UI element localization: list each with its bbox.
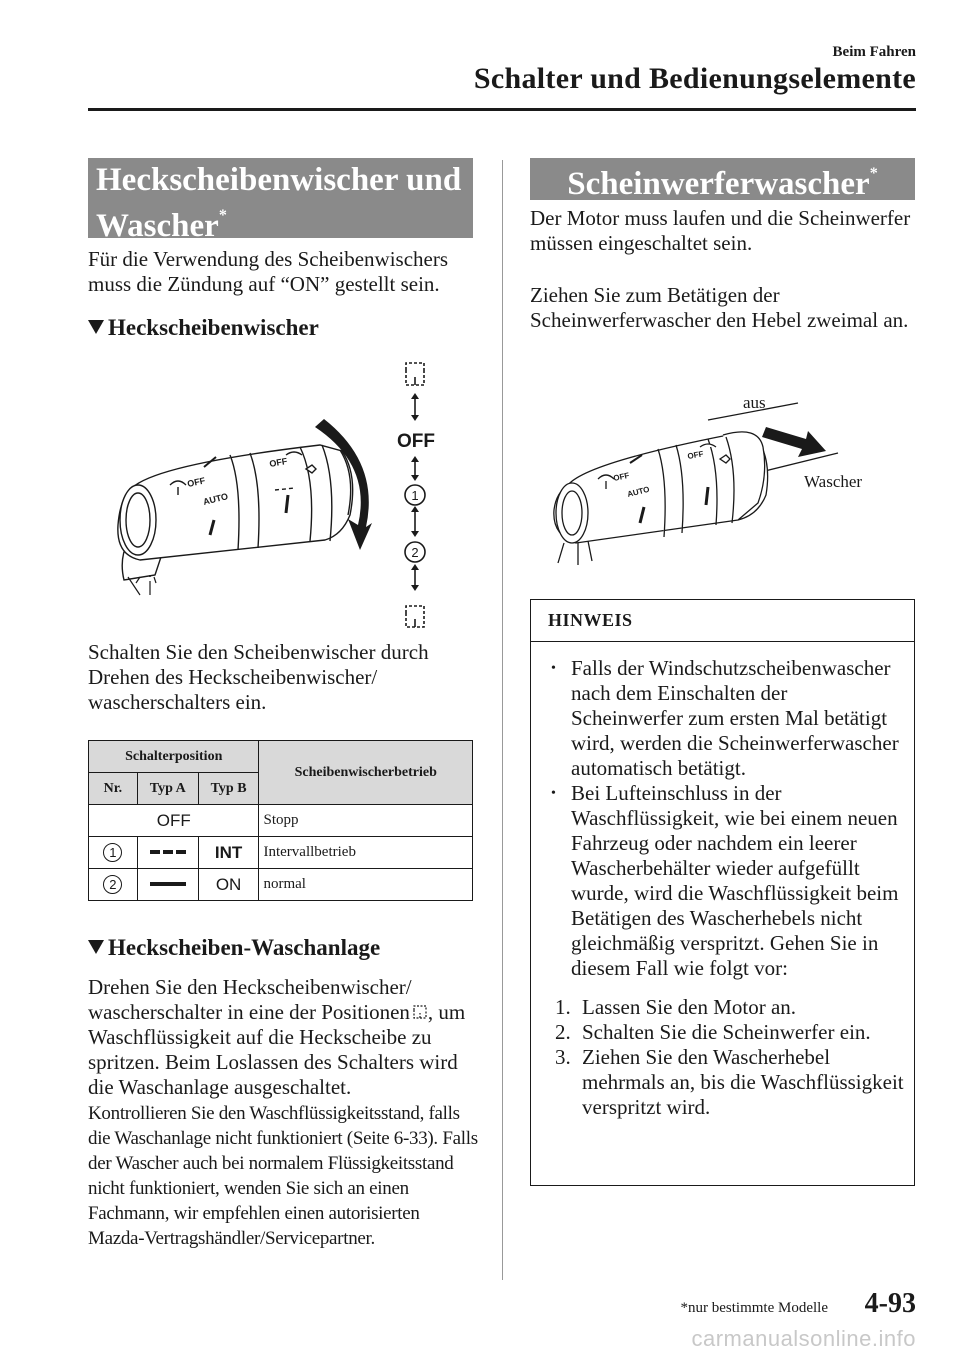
hinweis-step-2: 2. Schalten Sie die Scheinwerfer ein. (576, 1020, 904, 1045)
watermark: carmanualsonline.info (691, 1326, 916, 1351)
table-header-position: Schalterposition (89, 741, 259, 773)
fig1-pos1-label: 1 (411, 488, 419, 503)
left-title-line2: Wascher* (96, 207, 227, 244)
row2-operation: normal (259, 869, 473, 901)
page-number: 4-93 (864, 1288, 916, 1319)
left-para3: Kontrollieren Sie den Waschflüssigkeitsstand, falls die Waschanlage nicht funktioniert (Seite 6-33). Falls der Wascher auch bei normalem Flüssigkeitsstand nicht funktioniert, wenden Sie sich an einen Fachmann, wir empfehlen einen autorisierten Mazda-Vertragshändler/Servicepartner. (88, 1103, 478, 1249)
table-subheader-typ-a: Typ A (137, 773, 198, 805)
triangle-marker-icon (88, 320, 104, 334)
section-title: Schalter und Bedienungselemente (473, 62, 916, 95)
header-rule (88, 108, 916, 111)
table-header-operation: Scheibenwischerbetrieb (259, 741, 473, 805)
fig1-lever-off-label: OFF (186, 475, 207, 489)
washer-inline-icon (412, 1003, 428, 1021)
left-title-line1: Heckscheibenwischer und (96, 162, 462, 198)
switch-position-table (88, 740, 473, 901)
fig2-lever-off2-label: OFF (686, 449, 705, 461)
rear-wiper-lever-figure (110, 355, 450, 640)
left-section-title (88, 158, 473, 244)
hinweis-bullet-2: • Bei Lufteinschluss in der Waschflüssigkeit, wie bei einem neuen Fahrzeug oder nachdem ein leerer Wascherbehälter wieder aufgefüllt wurde, wird die Waschflüssigkeit beim Betätigen des Wascherhebels nicht gleichmäßig verspritzt. Gehen Sie in diesem Fall wie folgt vor: (551, 781, 904, 981)
dashed-line-icon (150, 848, 186, 856)
subhead-rear-washer: Heckscheiben-Waschanlage (88, 934, 380, 962)
row1-typ-a (137, 837, 198, 869)
fig1-lever-off2-label: OFF (268, 455, 289, 469)
table-subheader-typ-b: Typ B (198, 773, 259, 805)
hinweis-step-1: 1. Lassen Sie den Motor an. (576, 995, 904, 1020)
row-off-position: OFF (89, 805, 259, 837)
right-para1: Der Motor muss laufen und die Scheinwerfer müssen eingeschaltet sein. (530, 206, 911, 255)
subhead-rear-wiper: Heckscheibenwischer (88, 314, 319, 342)
fig1-off-label: OFF (397, 431, 435, 452)
fig2-lever-off-label: OFF (612, 470, 631, 483)
fig2-aus-label: aus (743, 393, 766, 412)
hinweis-bullets (531, 642, 914, 981)
hinweis-box (530, 599, 915, 1186)
fig2-wascher-label: Wascher (804, 472, 863, 491)
right-section-title: Scheinwerferwascher* (530, 158, 915, 200)
left-intro: Für die Verwendung des Scheibenwischers muss die Zündung auf “ON” gestellt sein. (88, 247, 449, 296)
row2-typ-b: ON (198, 869, 259, 901)
left-para2: Drehen Sie den Heckscheibenwischer/ wascherschalter in eine der Positionen , um Waschflüssigkeit auf die Heckscheibe zu spritzen. Beim Loslassen des Schalters wird die Waschanlage ausgeschaltet. (88, 975, 466, 1099)
triangle-marker-icon (88, 940, 104, 954)
row1-operation: Intervallbetrieb (259, 837, 473, 869)
row1-nr: 1 (89, 837, 138, 869)
table-row (89, 805, 473, 837)
table-subheader-nr: Nr. (89, 773, 138, 805)
row2-typ-a (137, 869, 198, 901)
right-para2: Ziehen Sie zum Betätigen der Scheinwerferwascher den Hebel zweimal an. (530, 283, 909, 332)
left-para1: Schalten Sie den Scheibenwischer durch Drehen des Heckscheibenwischer/ wascherschalters ein. (88, 640, 429, 714)
hinweis-title: HINWEIS (531, 600, 914, 642)
pull-arrow-icon (762, 427, 826, 457)
fig2-lever-auto-label: AUTO (626, 484, 651, 499)
solid-line-icon (150, 880, 186, 888)
chapter-label: Beim Fahren (832, 44, 916, 60)
row2-nr: 2 (89, 869, 138, 901)
hinweis-step-3: 3. Ziehen Sie den Wascherhebel mehrmals an, bis die Waschflüssigkeit verspritzt wird. (576, 1045, 904, 1120)
footnote: *nur bestimmte Modelle (680, 1300, 828, 1316)
fig1-pos2-label: 2 (411, 545, 419, 560)
headlamp-washer-lever-figure (548, 385, 888, 585)
fig1-lever-auto-label: AUTO (202, 491, 230, 507)
table-row (89, 869, 473, 901)
hinweis-bullet-1: • Falls der Windschutzscheibenwascher nach dem Einschalten der Scheinwerfer zum ersten Mal betätigt wird, werden die Scheinwerferwascher automatisch betätigt. (551, 656, 904, 781)
hinweis-steps (531, 995, 914, 1120)
row1-typ-b: INT (198, 837, 259, 869)
table-row (89, 837, 473, 869)
row-off-operation: Stopp (259, 805, 473, 837)
column-divider (502, 160, 503, 1280)
